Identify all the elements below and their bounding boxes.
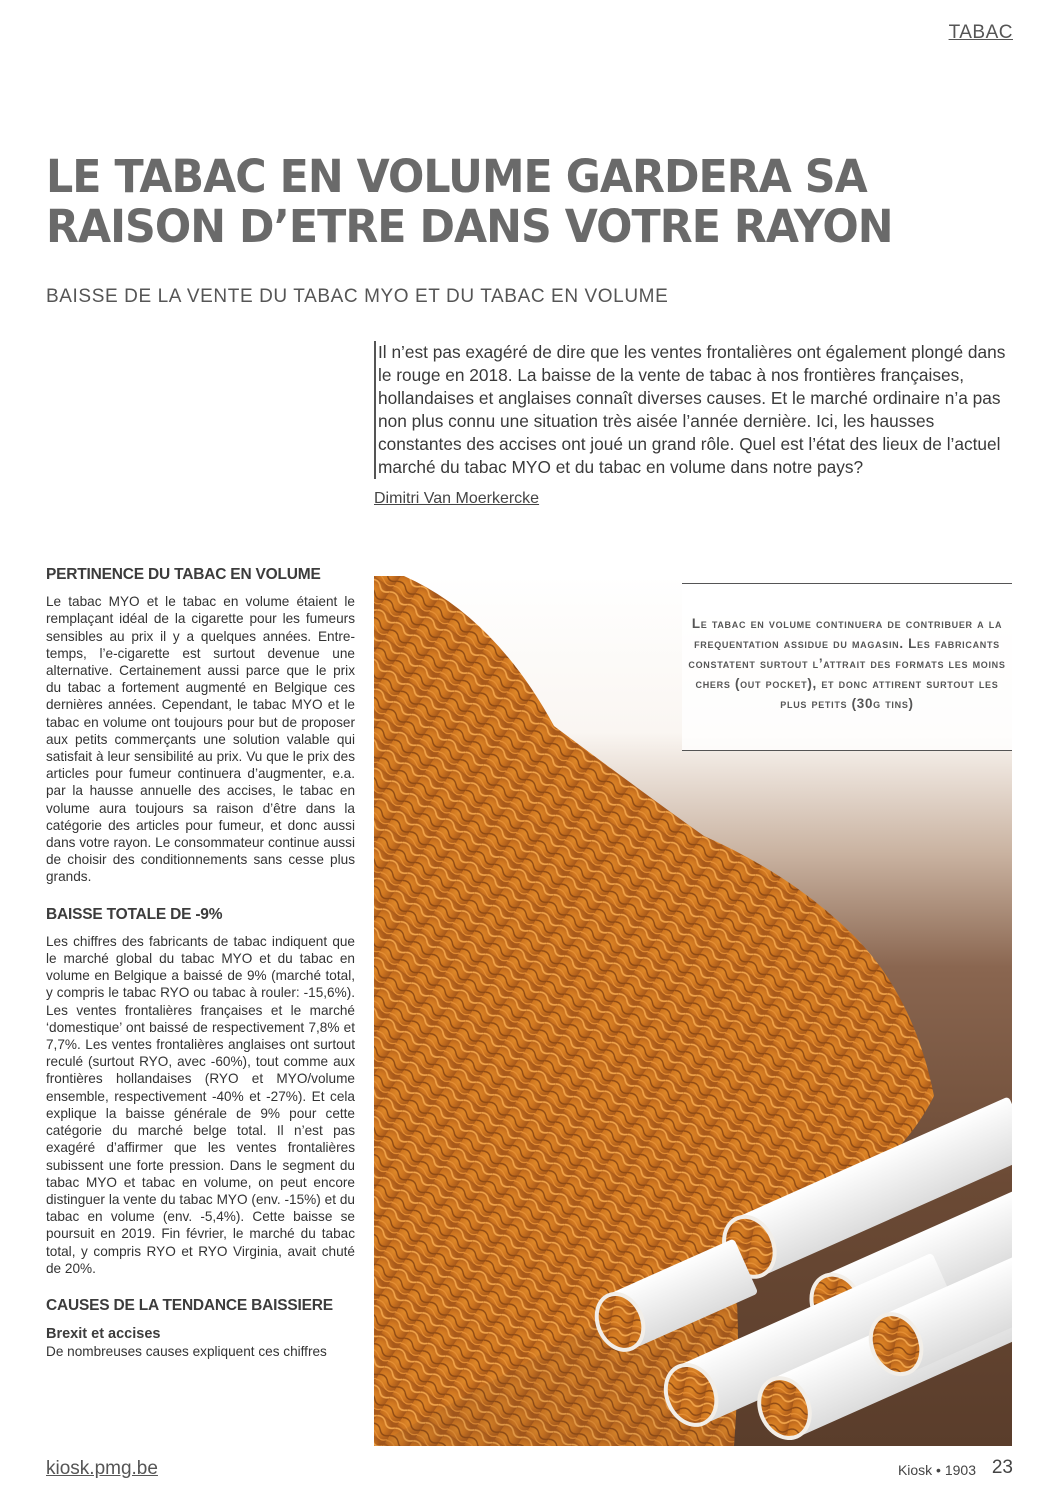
- subtitle: BAISSE DE LA VENTE DU TABAC MYO ET DU TABAC EN VOLUME: [46, 286, 669, 307]
- section-body-causes: De nombreuses causes expliquent ces chiffres: [46, 1344, 327, 1360]
- section-heading-causes: CAUSES DE LA TENDANCE BAISSIERE: [46, 1296, 333, 1314]
- intro-text: Il n’est pas exagéré de dire que les ventes frontalières ont également plongé dans le rouge en 2018. La baisse de la vente de tabac à nos frontières françaises, hollandaises et anglaises connaît diverses causes. Et le marché ordinaire n’a pas non plus connu une situation très aisée l’année dernière. Ici, les hausses constantes des accises ont joué un grand rôle. Quel est l’état des lieux de l’actuel marché du tabac MYO et du tabac en volume dans notre pays?: [374, 341, 1014, 479]
- headline: LE TABAC EN VOLUME GARDERA SA RAISON D’ETRE DANS VOTRE RAYON: [46, 150, 893, 253]
- pull-quote-box: [682, 583, 1012, 751]
- footer-url-link[interactable]: kiosk.pmg.be: [46, 1458, 158, 1479]
- article-column: [46, 566, 355, 1361]
- footer-issue: Kiosk • 1903: [897, 1462, 976, 1478]
- intro-paragraph: [374, 341, 1014, 479]
- author-link[interactable]: Dimitri Van Moerkercke: [374, 490, 540, 507]
- section-tag: TABAC: [948, 22, 1013, 43]
- pull-quote: Le tabac en volume continuera de contribuer a la frequentation assidue du magasin. Les fabricants constatent surtout l’attrait des formats les moins chers (out pocket), et donc attirent surtout les plus petits (30g tins): [688, 616, 1006, 711]
- section-body-pertinence: Le tabac MYO et le tabac en volume étaient le remplaçant idéal de la cigarette pour les fumeurs sensibles au prix il y a quelques années. Entre-temps, l’e-cigarette est surtout devenue une alternative. Certainement aussi parce que le prix du tabac a fortement augmenté en Belgique ces dernières années. Cependant, le tabac MYO et le tabac en volume ont toujours pour but de proposer aux petits commerçants une solution valable qui satisfait à leur sensibilité au prix. Vu que le prix des articles pour fumeur continuera d’augmenter, e.a. par la hausse annuelle des accises, le tabac en volume aura toujours sa raison d’être dans la catégorie des articles pour fumeur, et donc aussi dans votre rayon. Le consommateur continue aussi de choisir des conditionnements sans cesse plus grands.: [46, 594, 355, 885]
- section-heading-pertinence: PERTINENCE DU TABAC EN VOLUME: [46, 566, 321, 583]
- section-body-baisse: Les chiffres des fabricants de tabac indiquent que le marché global du tabac MYO et du tabac en volume en Belgique a baissé de 9% (marché total, y compris le tabac RYO ou tabac à rouler: -15,6%). Les ventes frontalières françaises et le marché ‘domestique’ ont baissé de respectivement 7,8% et 7,7%. Les ventes frontalières anglaises ont surtout reculé (surtout RYO, avec -60%), tout comme aux frontières hollandaises (RYO et MYO/volume ensemble, respectivement -40% et -27%). Et cela explique la baisse générale de 9% pour cette catégorie du marché belge total. Il n’est pas exagéré d’affirmer que les ventes frontalières subissent une forte pression. Dans le segment du tabac MYO et tabac en volume, on peut encore distinguer la vente du tabac MYO (env. -15%) et du tabac en volume (env. -5,4%). Cette baisse se poursuit en 2019. Fin février, le marché du tabac total, y compris RYO et RYO Virginia, avait chuté de 20%.: [46, 933, 355, 1276]
- section-heading-baisse: BAISSE TOTALE DE -9%: [46, 905, 223, 923]
- page-number: 23: [991, 1457, 1013, 1478]
- subheading-brexit: Brexit et accises: [46, 1326, 161, 1343]
